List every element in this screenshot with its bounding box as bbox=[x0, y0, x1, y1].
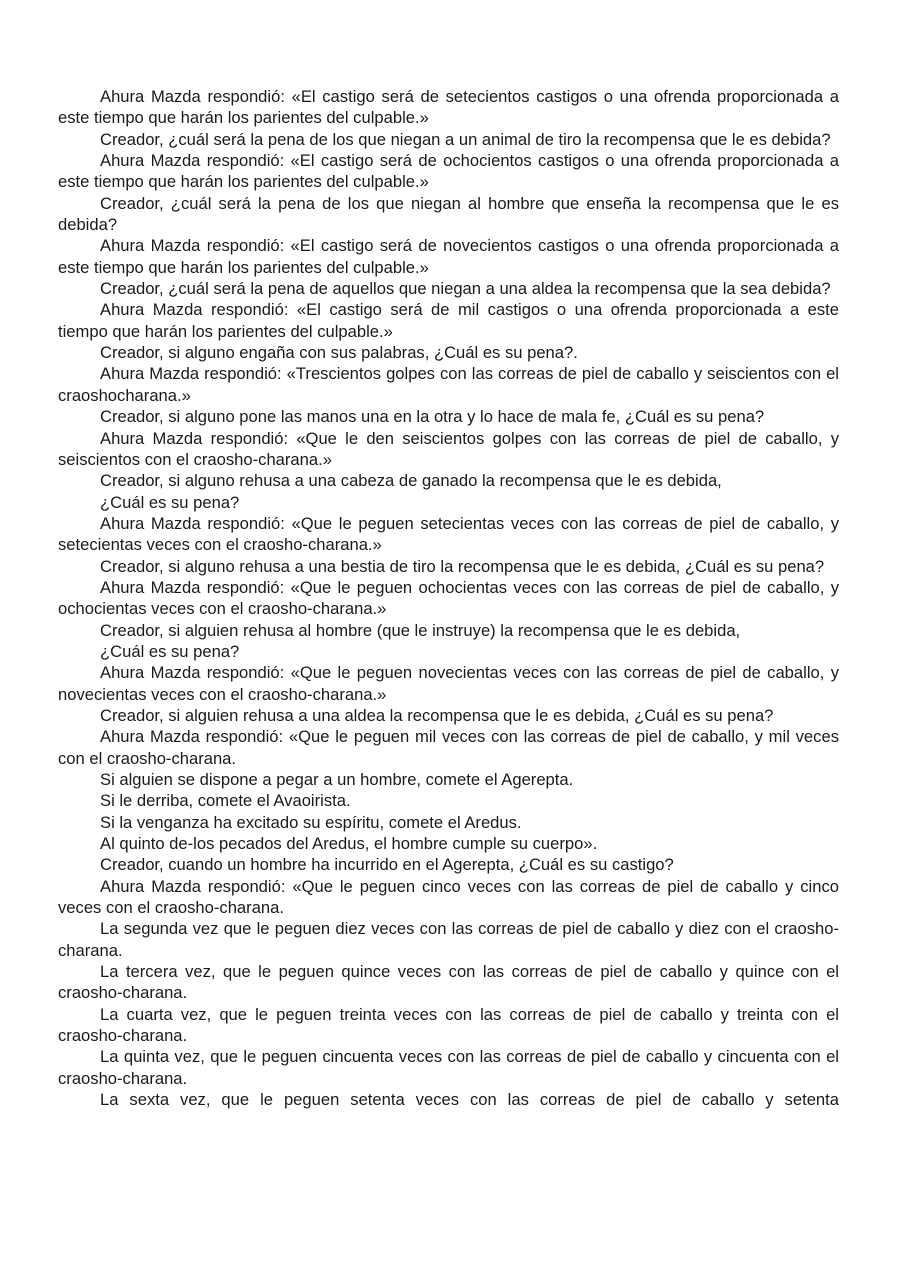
paragraph: Ahura Mazda respondió: «Que le den seiscientos golpes con las correas de piel de caballo, y seiscientos con el craosho-charana.» bbox=[58, 428, 839, 469]
paragraph: Ahura Mazda respondió: «Que le peguen setecientas veces con las correas de piel de caballo, y setecientas veces con el craosho-charana.» bbox=[58, 513, 839, 555]
paragraph: Creador, si alguien rehusa a una aldea la recompensa que le es debida, ¿Cuál es su pena? bbox=[100, 705, 774, 725]
paragraph: Creador, ¿cuál será la pena de los que niegan a un animal de tiro la recompensa que le es debida? bbox=[100, 129, 831, 149]
paragraph: Ahura Mazda respondió: «El castigo será de ochocientos castigos o una ofrenda proporcionada a este tiempo que harán los parientes del culpable.» bbox=[58, 151, 839, 192]
paragraph: ¿Cuál es su pena? bbox=[100, 492, 240, 512]
paragraph: La sexta vez, que le peguen setenta veces con las correas de piel de caballo y setenta bbox=[100, 1090, 839, 1110]
paragraph: Si alguien se dispone a pegar a un hombre, comete el Agerepta. bbox=[100, 770, 574, 789]
paragraph: Creador, si alguno rehusa a una bestia de tiro la recompensa que le es debida, ¿Cuál es su pena? bbox=[100, 556, 825, 576]
paragraph: Ahura Mazda respondió: «Que le peguen novecientas veces con las correas de piel de caballo, y novecientas veces con el craosho-charana.» bbox=[58, 663, 839, 704]
paragraph: Ahura Mazda respondió: «Que le peguen cinco veces con las correas de piel de caballo y cinco veces con el craosho-charana. bbox=[58, 876, 839, 918]
paragraph: Ahura Mazda respondió: «El castigo será de setecientos castigos o una ofrenda proporcionada a este tiempo que harán los parientes del culpable.» bbox=[58, 87, 839, 128]
paragraph: Ahura Mazda respondió: «Que le peguen ochocientas veces con las correas de piel de caballo, y ochocientas veces con el craosho-charana.» bbox=[58, 577, 839, 619]
paragraph: Creador, ¿cuál será la pena de los que niegan al hombre que enseña la recompensa que le es debida? bbox=[58, 193, 839, 235]
paragraph: Ahura Mazda respondió: «Trescientos golpes con las correas de piel de caballo y seiscientos con el craoshocharana.» bbox=[58, 364, 839, 405]
paragraph: La tercera vez, que le peguen quince veces con las correas de piel de caballo y quince con el craosho-charana. bbox=[58, 962, 839, 1003]
paragraph: La cuarta vez, que le peguen treinta veces con las correas de piel de caballo y treinta con el craosho-charana. bbox=[58, 1004, 839, 1046]
paragraph: Si la venganza ha excitado su espíritu, comete el Aredus. bbox=[100, 812, 522, 832]
paragraph: Creador, cuando un hombre ha incurrido en el Agerepta, ¿Cuál es su castigo? bbox=[100, 855, 674, 875]
paragraph: La segunda vez que le peguen diez veces con las correas de piel de caballo y diez con el craosho-charana. bbox=[58, 919, 839, 960]
paragraph: ¿Cuál es su pena? bbox=[100, 641, 240, 661]
paragraph: Creador, si alguno engaña con sus palabras, ¿Cuál es su pena?. bbox=[100, 343, 578, 363]
paragraph: Ahura Mazda respondió: «El castigo será de mil castigos o una ofrenda proporcionada a este tiempo que harán los parientes del culpable.» bbox=[58, 300, 839, 341]
paragraph: Al quinto de-los pecados del Aredus, el hombre cumple su cuerpo». bbox=[100, 834, 598, 854]
paragraph: Creador, si alguno rehusa a una cabeza de ganado la recompensa que le es debida, bbox=[100, 471, 722, 491]
paragraph: Si le derriba, comete el Avaoirista. bbox=[100, 791, 351, 811]
paragraph: Creador, si alguno pone las manos una en la otra y lo hace de mala fe, ¿Cuál es su pena? bbox=[100, 407, 765, 427]
paragraph: Creador, si alguien rehusa al hombre (que le instruye) la recompensa que le es debida, bbox=[100, 620, 741, 640]
paragraph: Creador, ¿cuál será la pena de aquellos que niegan a una aldea la recompensa que la sea debida? bbox=[100, 279, 831, 299]
paragraph: Ahura Mazda respondió: «Que le peguen mil veces con las correas de piel de caballo, y mil veces con el craosho-charana. bbox=[58, 727, 839, 768]
paragraph: La quinta vez, que le peguen cincuenta veces con las correas de piel de caballo y cincuenta con el craosho-charana. bbox=[58, 1047, 839, 1088]
text-block bbox=[58, 86, 839, 1111]
paragraph: Ahura Mazda respondió: «El castigo será de novecientos castigos o una ofrenda proporcionada a este tiempo que harán los parientes del culpable.» bbox=[58, 236, 839, 277]
